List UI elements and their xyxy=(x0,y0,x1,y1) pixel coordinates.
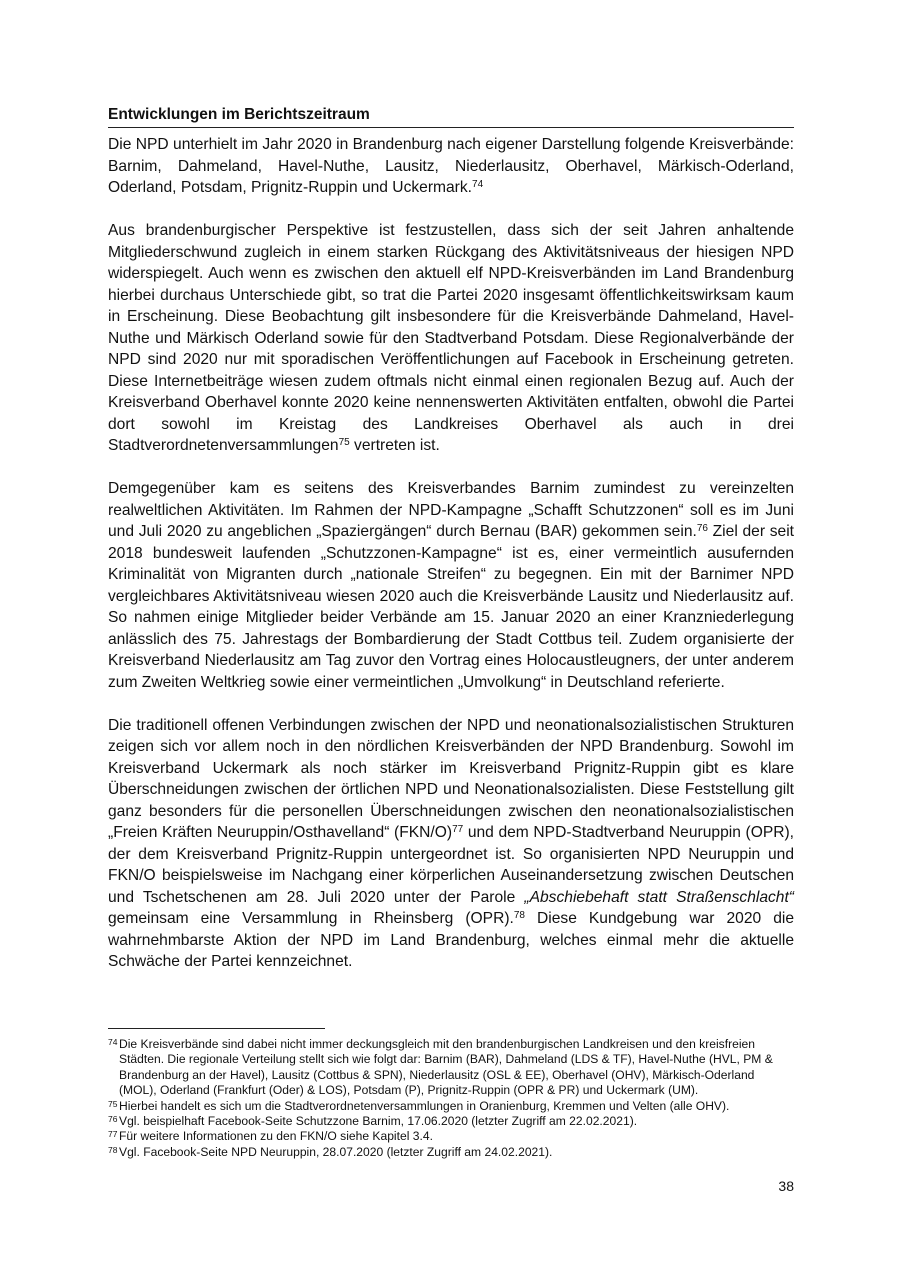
text-segment: vertreten ist. xyxy=(349,437,440,454)
footnote-text: Die Kreisverbände sind dabei nicht immer deckungsgleich mit den brandenburgischen Landkreisen und den kreisfreien Städten. Die regionale Verteilung stellt sich wie folgt dar: Barnim (BAR), Dahmeland (LDS & TF), Havel-Nuthe (HVL, PM & Brandenburg an der Havel), Lausitz (Cottbus & SPN), Niederlausitz (OSL & EE), Oberhavel (OHV), Märkisch-Oderland (MOL), Oderland (Frankfurt (Oder) & LOS), Potsdam (P), Prignitz-Ruppin (OPR & PR) und Uckermark (UM). xyxy=(119,1037,773,1098)
footnote-text: Vgl. Facebook-Seite NPD Neuruppin, 28.07.2020 (letzter Zugriff am 24.02.2021). xyxy=(119,1144,553,1159)
section-heading: Entwicklungen im Berichtszeitraum xyxy=(108,106,794,128)
paragraph xyxy=(108,478,794,693)
text-segment: Die traditionell offenen Verbindungen zwischen der NPD und neonationalsozialistischen Strukturen zeigen sich vor allem noch in den nördlichen Kreisverbänden der NPD Brandenburg. Sowohl im Kreisverband Uckermark als noch stärker im Kreisverband Prignitz-Ruppin gibt es klare Überschneidungen zwischen der örtlichen NPD und Neonationalsozialisten. Diese Feststellung gilt ganz besonders für die personellen Überschneidungen zwischen den neonationalsozialistischen „Freien Kräften Neuruppin/Osthavelland“ (FKN/O) xyxy=(108,716,794,841)
footnote-text: Für weitere Informationen zu den FKN/O siehe Kapitel 3.4. xyxy=(119,1129,433,1144)
text-segment: Aus brandenburgischer Perspektive ist festzustellen, dass sich der seit Jahren anhaltende Mitgliederschwund zugleich in einem starken Rückgang des Aktivitätsniveaus der hiesigen NPD widerspiegelt. Auch wenn es zwischen den aktuell elf NPD-Kreisverbänden im Land Brandenburg hierbei durchaus Unterschiede gibt, so trat die Partei 2020 insgesamt öffentlichkeitswirksam kaum in Erscheinung. Diese Beobachtung gilt insbesondere für die Kreisverbände Dahmeland, Havel-Nuthe und Märkisch Oderland sowie für den Stadtverband Potsdam. Diese Regionalverbände der NPD sind 2020 nur mit sporadischen Veröffentlichungen auf Facebook in Erscheinung getreten. Diese Internetbeiträge wiesen zudem oftmals nicht einmal einen regionalen Bezug auf. Auch der Kreisverband Oberhavel konnte 2020 keine nennenswerten Aktivitäten entfalten, obwohl die Partei dort sowohl im Kreistag des Landkreises Oberhavel als auch in drei Stadtverordnetenversammlungen xyxy=(108,222,794,454)
footnote: 75 Hierbei handelt es sich um die Stadtverordnetenversammlungen in Oranienburg, Kremmen und Velten (alle OHV). xyxy=(108,1098,730,1113)
footnotes xyxy=(108,1037,794,1160)
paragraph xyxy=(108,715,794,973)
paragraph xyxy=(108,134,794,199)
footnote-reference: 78 xyxy=(513,910,525,921)
footnote: 76 Vgl. beispielhaft Facebook-Seite Schutzzone Barnim, 17.06.2020 (letzter Zugriff am 22.02.2021). xyxy=(108,1114,638,1129)
footnote-reference: 75 xyxy=(338,437,350,448)
footnote-reference: 74 xyxy=(472,179,484,190)
footnote: 78 Vgl. Facebook-Seite NPD Neuruppin, 28.07.2020 (letzter Zugriff am 24.02.2021). xyxy=(108,1144,553,1159)
footnote-text: Hierbei handelt es sich um die Stadtverordnetenversammlungen in Oranienburg, Kremmen und Velten (alle OHV). xyxy=(119,1098,730,1113)
text-segment: Die NPD unterhielt im Jahr 2020 in Brandenburg nach eigener Darstellung folgende Kreisverbände: Barnim, Dahmeland, Havel-Nuthe, Lausitz, Niederlausitz, Oberhavel, Märkisch-Oderland, Oderland, Potsdam, Prignitz-Ruppin und Uckermark. xyxy=(108,136,794,196)
body-text xyxy=(108,134,794,994)
footnote: 74 Die Kreisverbände sind dabei nicht immer deckungsgleich mit den brandenburgischen Landkreisen und den kreisfreien Städten. Die regionale Verteilung stellt sich wie folgt dar: Barnim (BAR), Dahmeland (LDS & TF), Havel-Nuthe (HVL, PM & Brandenburg an der Havel), Lausitz (Cottbus & SPN), Niederlausitz (OSL & EE), Oberhavel (OHV), Märkisch-Oderland (MOL), Oderland (Frankfurt (Oder) & LOS), Potsdam (P), Prignitz-Ruppin (OPR & PR) und Uckermark (UM). xyxy=(108,1037,773,1098)
footnote: 77 Für weitere Informationen zu den FKN/O siehe Kapitel 3.4. xyxy=(108,1129,433,1144)
footnote-separator xyxy=(108,1028,325,1029)
text-segment: und dem NPD-Stadtverband Neuruppin (OPR), der dem Kreisverband Prignitz-Ruppin untergeordnet ist. So organisierten NPD Neuruppin und FKN/O beispielsweise im Nachgang einer körperlichen Auseinandersetzung zwischen Deutschen und Tschetschenen am 28. Juli 2020 unter der Parole xyxy=(108,824,795,906)
page-number: 38 xyxy=(778,1178,794,1194)
text-segment: Diese Kundgebung war 2020 die wahrnehmbarste Aktion der NPD im Land Brandenburg, welches einmal mehr die aktuelle Schwäche der Partei kennzeichnet. xyxy=(108,910,794,970)
text-segment: gemeinsam eine Versammlung in Rheinsberg (OPR). xyxy=(108,910,514,927)
paragraph xyxy=(108,220,794,457)
footnote-reference: 77 xyxy=(452,824,464,835)
text-segment: Demgegenüber kam es seitens des Kreisverbandes Barnim zumindest zu vereinzelten realweltlichen Aktivitäten. Im Rahmen der NPD-Kampagne „Schafft Schutzzonen“ soll es im Juni und Juli 2020 zu angeblichen „Spaziergängen“ durch Bernau (BAR) gekommen sein. xyxy=(108,480,794,540)
footnote-text: Vgl. beispielhaft Facebook-Seite Schutzzone Barnim, 17.06.2020 (letzter Zugriff am 22.02.2021). xyxy=(119,1114,638,1129)
footnote-reference: 76 xyxy=(696,523,708,534)
text-segment: Ziel der seit 2018 bundesweit laufenden „Schutzzonen-Kampagne“ ist es, einer vermeintlich ausufernden Kriminalität von Migranten durch „nationale Streifen“ zu begegnen. Ein mit der Barnimer NPD vergleichbares Aktivitätsniveau wiesen 2020 auch die Kreisverbände Lausitz und Niederlausitz auf. So nahmen einige Mitglieder beider Verbände am 15. Januar 2020 an einer Kranzniederlegung anlässlich des 75. Jahrestags der Bombardierung der Stadt Cottbus teil. Zudem organisierte der Kreisverband Niederlausitz am Tag zuvor den Vortrag eines Holocaustleugners, der unter anderem zum Zweiten Weltkrieg sowie einer vermeintlichen „Umvolkung“ in Deutschland referierte. xyxy=(108,523,794,691)
italic-quote: „Abschiebehaft statt Straßenschlacht“ xyxy=(524,888,794,906)
